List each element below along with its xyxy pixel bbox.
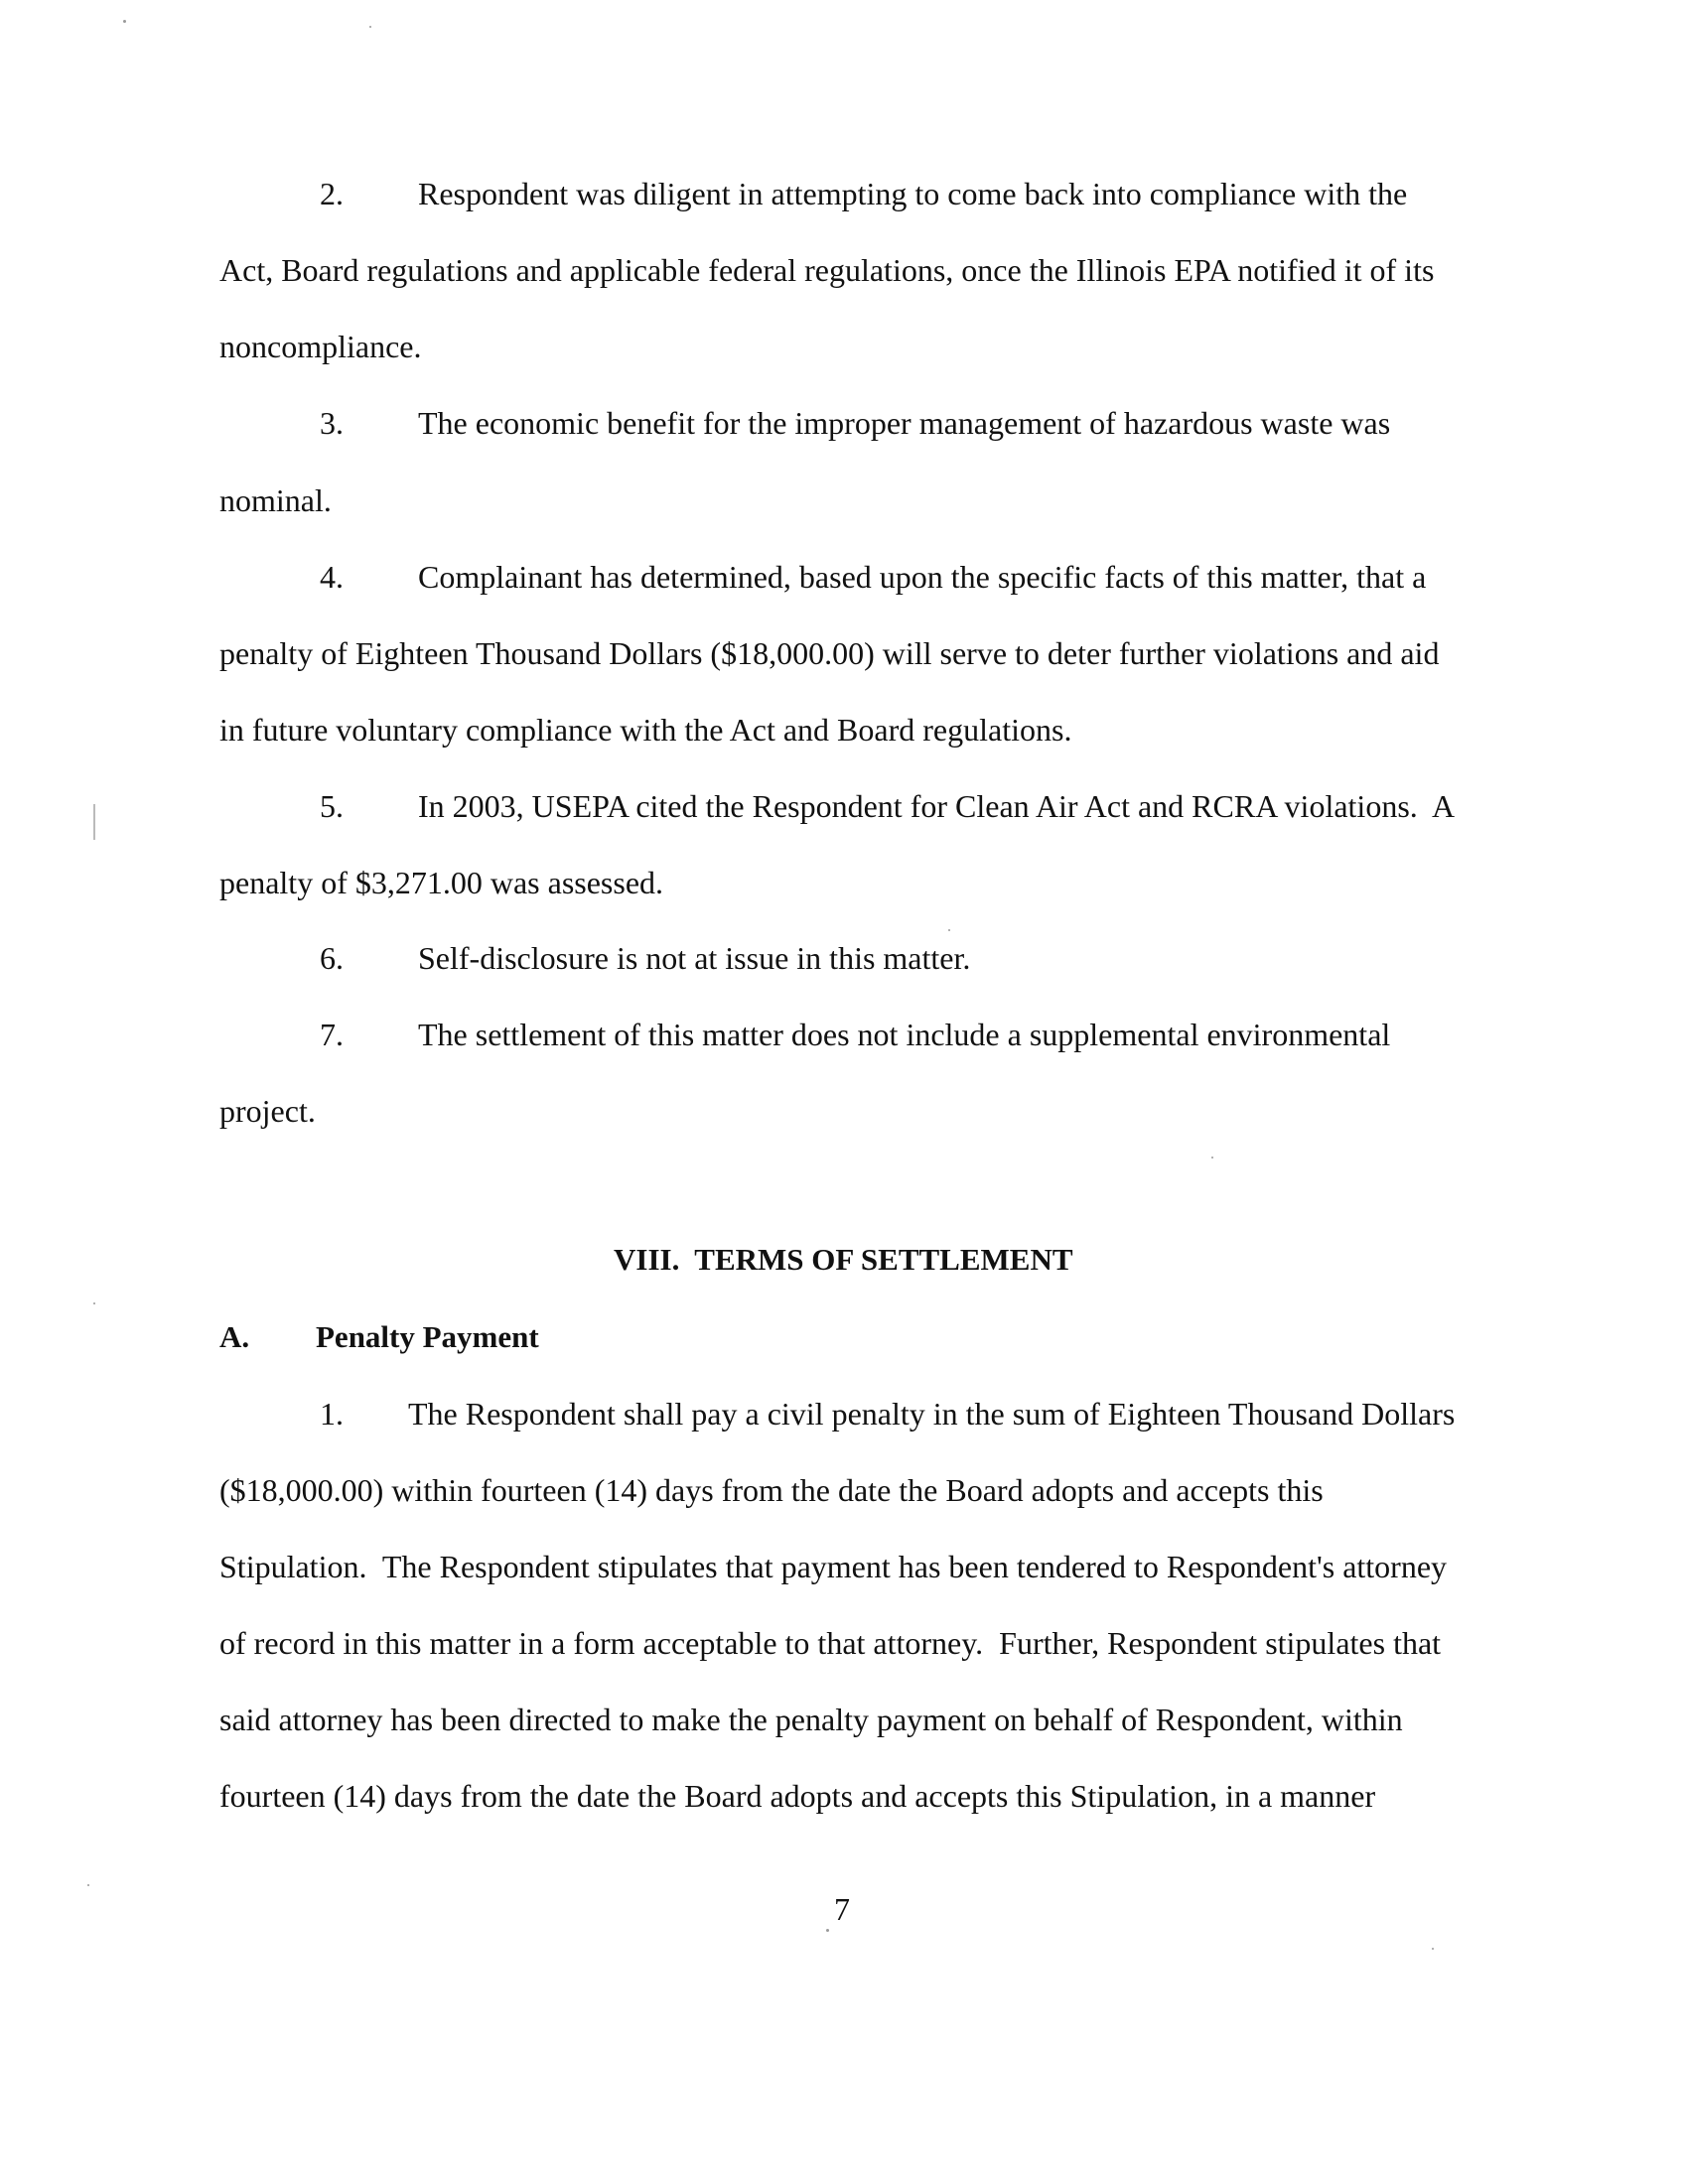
paragraph-2-line-2: Act, Board regulations and applicable federal regulations, once the Illinois EPA notified it of its [219,252,1435,288]
paragraph-5-line-2: penalty of $3,271.00 was assessed. [219,865,664,900]
scan-mark [93,804,95,840]
paragraph-4-number: 4. [320,559,344,595]
payment-paragraph-line-4: of record in this matter in a form acceptable to that attorney. Further, Respondent stipulates that [219,1625,1442,1661]
paragraph-7-line-2: project. [219,1093,316,1129]
paragraph-4-line-1: Complainant has determined, based upon the specific facts of this matter, that a [418,559,1427,595]
paragraph-7-number: 7. [320,1017,344,1052]
scan-speck [369,26,371,28]
scan-speck [87,1884,89,1886]
scan-speck [93,1302,95,1304]
paragraph-5-line-1: In 2003, USEPA cited the Respondent for Clean Air Act and RCRA violations. A [418,788,1456,824]
payment-paragraph-line-6: fourteen (14) days from the date the Board adopts and accepts this Stipulation, in a manner [219,1778,1376,1814]
scan-speck [948,929,950,931]
page-number: 7 [834,1891,850,1927]
paragraph-2-line-1: Respondent was diligent in attempting to come back into compliance with the [418,176,1408,211]
paragraph-5-number: 5. [320,788,344,824]
section-heading: VIII. TERMS OF SETTLEMENT [614,1242,1073,1277]
scan-speck [123,20,126,23]
scan-speck [826,1929,829,1932]
paragraph-3-line-2: nominal. [219,482,332,518]
paragraph-3-line-1: The economic benefit for the improper management of hazardous waste was [418,405,1391,441]
paragraph-2-number: 2. [320,176,344,211]
paragraph-6-number: 6. [320,940,344,976]
subsection-title: Penalty Payment [316,1319,539,1354]
payment-paragraph-line-2: ($18,000.00) within fourteen (14) days from the date the Board adopts and accepts this [219,1472,1324,1508]
paragraph-2-line-3: noncompliance. [219,329,422,364]
scan-speck [1432,1948,1434,1950]
payment-paragraph-line-5: said attorney has been directed to make the penalty payment on behalf of Respondent, within [219,1702,1403,1737]
paragraph-4-line-2: penalty of Eighteen Thousand Dollars ($18,000.00) will serve to deter further violations and aid [219,635,1440,671]
paragraph-7-line-1: The settlement of this matter does not include a supplemental environmental [418,1017,1391,1052]
subsection-letter: A. [219,1319,250,1354]
paragraph-6-line-1: Self-disclosure is not at issue in this matter. [418,940,971,976]
payment-paragraph-line-3: Stipulation. The Respondent stipulates that payment has been tendered to Respondent's attorney [219,1549,1448,1584]
payment-paragraph-line-1: The Respondent shall pay a civil penalty in the sum of Eighteen Thousand Dollars [408,1396,1456,1432]
paragraph-4-line-3: in future voluntary compliance with the Act and Board regulations. [219,712,1072,748]
payment-paragraph-number: 1. [320,1396,344,1432]
paragraph-3-number: 3. [320,405,344,441]
scan-speck [1211,1157,1213,1159]
